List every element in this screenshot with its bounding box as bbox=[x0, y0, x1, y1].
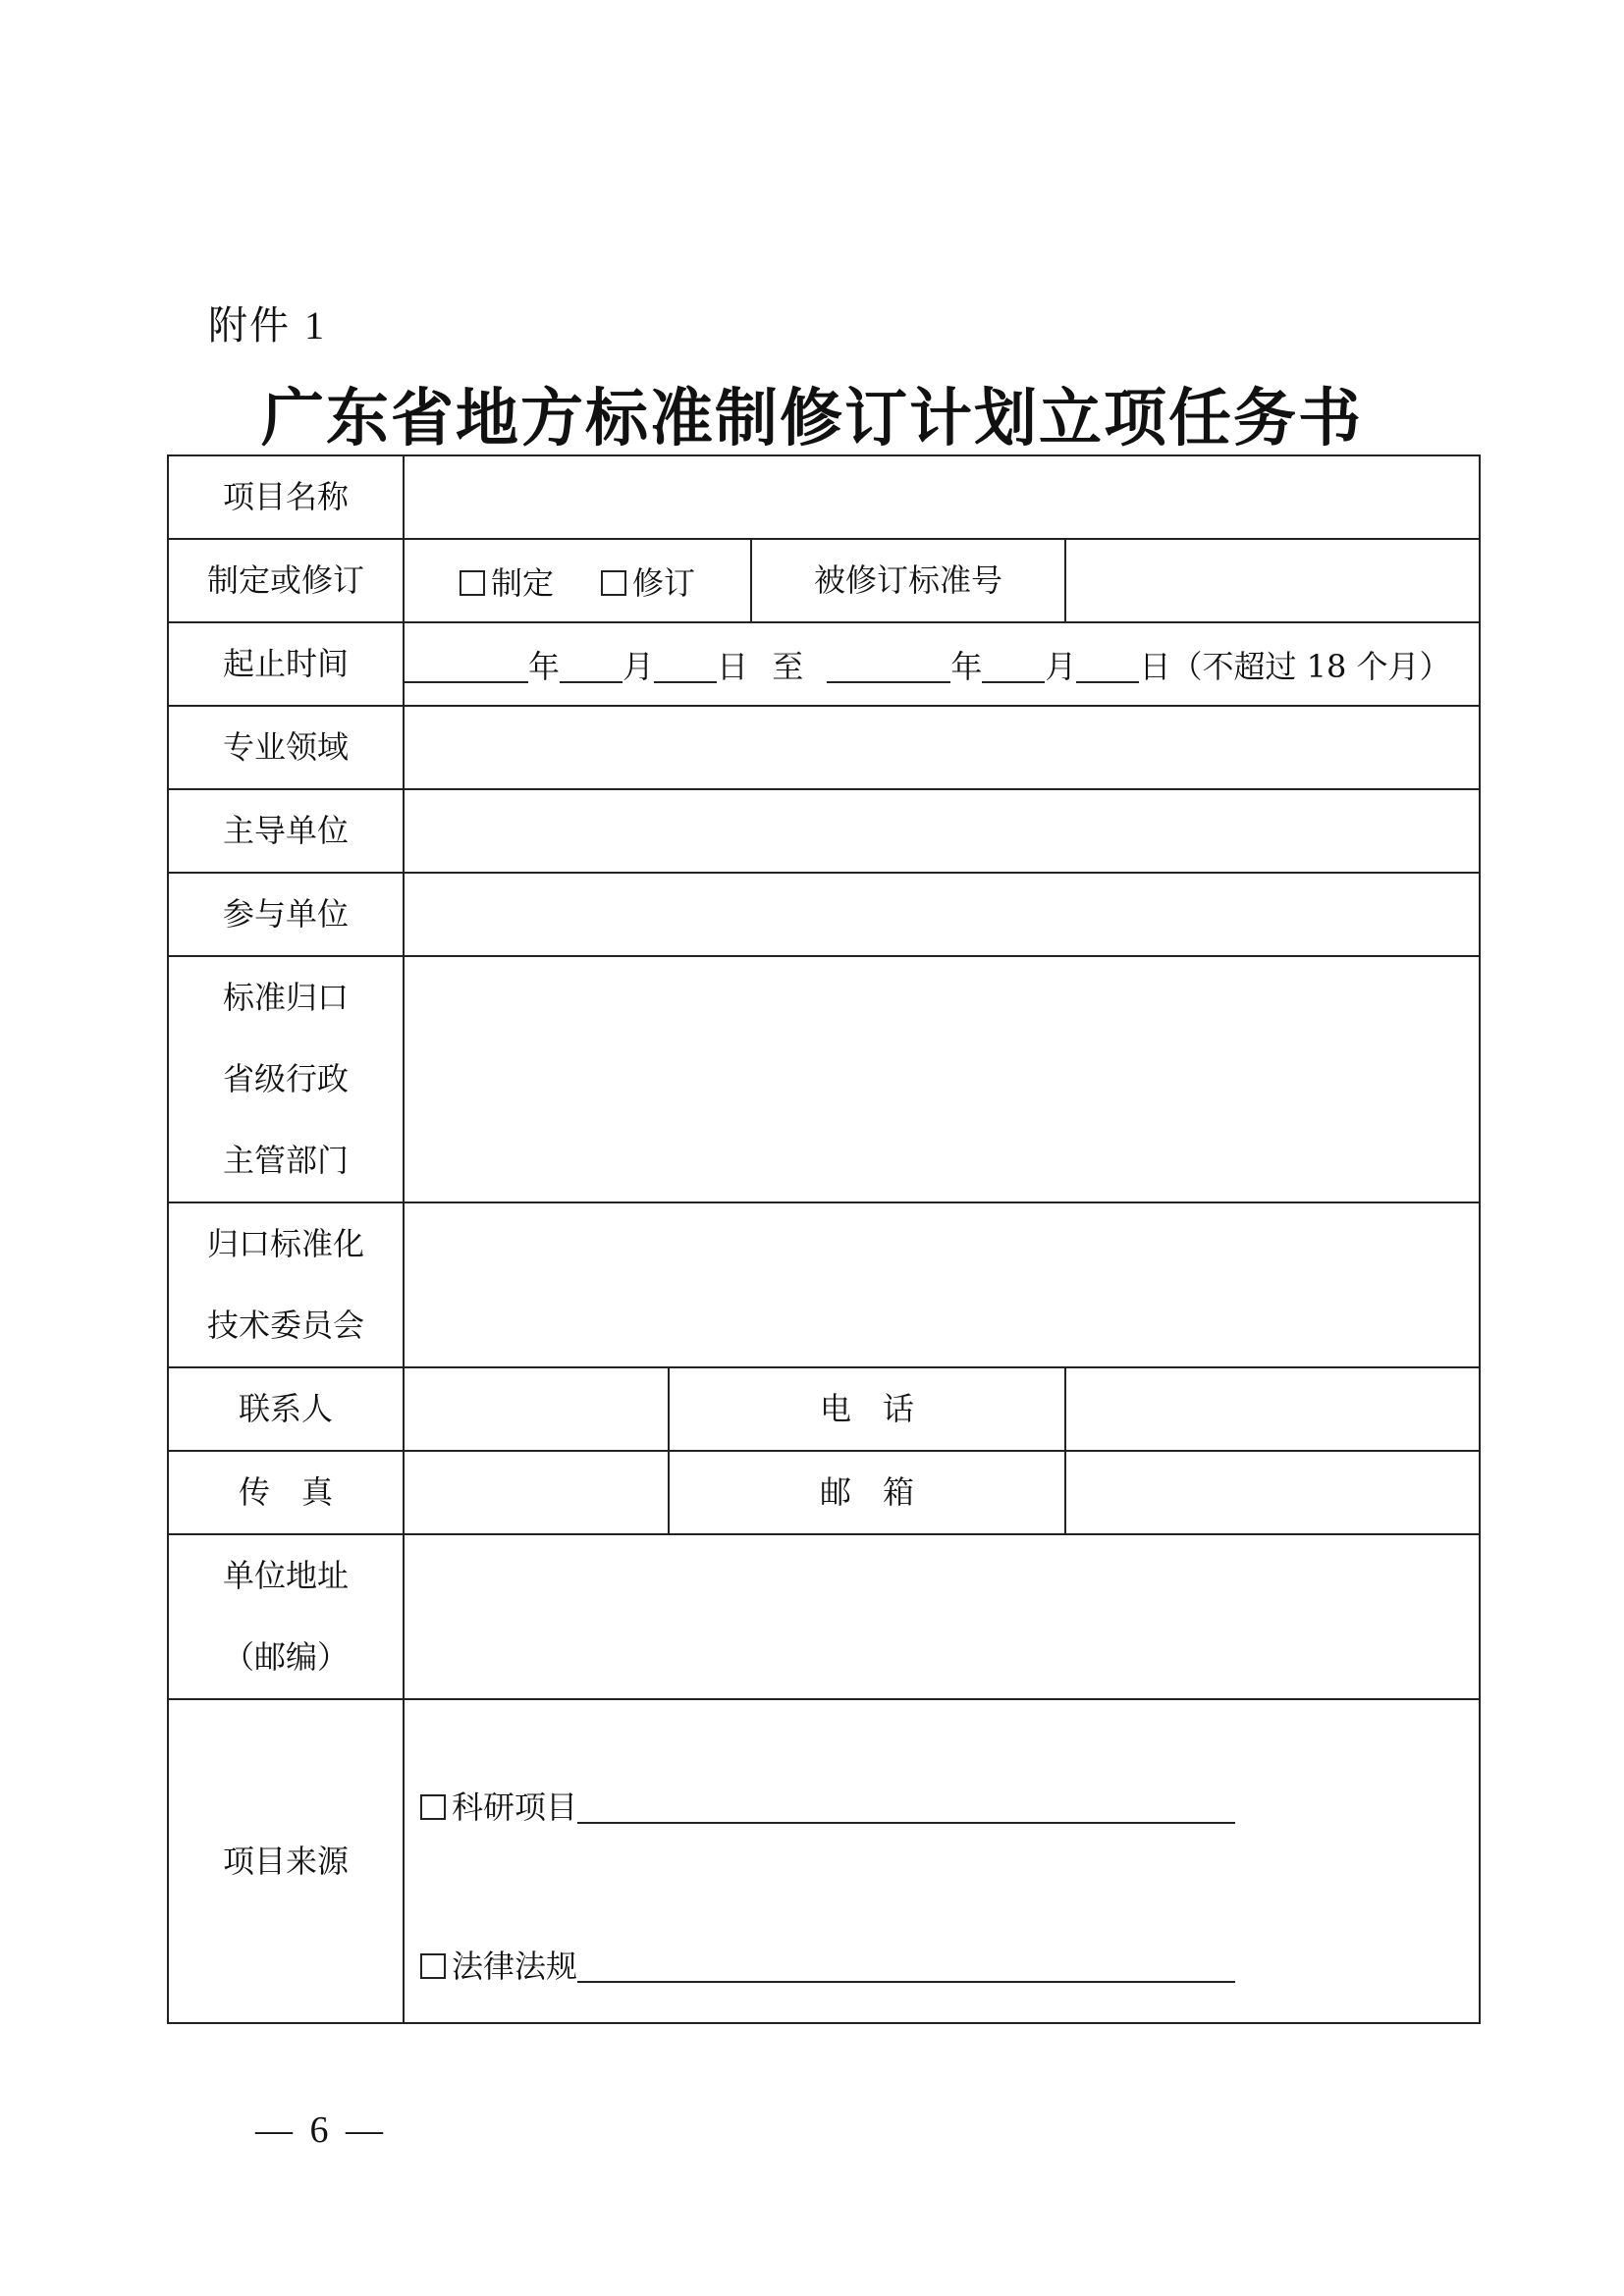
source-label: 项目来源 bbox=[168, 1699, 404, 2023]
authority-line-2: 省级行政 bbox=[222, 1060, 349, 1097]
start-day-text: 日 bbox=[717, 647, 749, 685]
contact-label: 联系人 bbox=[168, 1367, 404, 1451]
row-address bbox=[168, 1534, 1480, 1699]
committee-field[interactable] bbox=[404, 1202, 1480, 1367]
participant-field[interactable] bbox=[404, 873, 1480, 956]
row-contact bbox=[168, 1367, 1480, 1451]
row-authority bbox=[168, 956, 1480, 1202]
start-year-blank[interactable] bbox=[405, 654, 528, 683]
fax-field[interactable] bbox=[404, 1451, 669, 1534]
source-law-item[interactable] bbox=[420, 1942, 1235, 1987]
draft-label: 制定 bbox=[490, 563, 554, 602]
row-type bbox=[168, 539, 1480, 622]
start-year-text: 年 bbox=[528, 647, 561, 685]
row-field bbox=[168, 706, 1480, 789]
start-day-blank[interactable] bbox=[654, 654, 717, 683]
row-committee bbox=[168, 1202, 1480, 1367]
end-year-blank[interactable] bbox=[827, 654, 950, 683]
committee-line-2: 技术委员会 bbox=[206, 1307, 364, 1344]
end-year-text: 年 bbox=[950, 647, 983, 685]
research-blank[interactable] bbox=[577, 1794, 1235, 1824]
row-period bbox=[168, 622, 1480, 706]
lead-unit-field[interactable] bbox=[404, 789, 1480, 873]
project-name-field[interactable] bbox=[404, 455, 1480, 539]
start-month-text: 月 bbox=[623, 647, 655, 685]
project-name-label: 项目名称 bbox=[168, 455, 404, 539]
option-draft[interactable] bbox=[460, 564, 554, 602]
attachment-number: 1 bbox=[304, 303, 326, 347]
start-month-blank[interactable] bbox=[560, 654, 623, 683]
field-label: 专业领域 bbox=[168, 706, 404, 789]
address-label bbox=[168, 1534, 404, 1699]
period-note: （不超过 18 个月） bbox=[1170, 647, 1451, 685]
end-day-text: 日 bbox=[1139, 647, 1171, 685]
row-lead-unit bbox=[168, 789, 1480, 873]
document-title: 广东省地方标准制修订计划立项任务书 bbox=[261, 382, 1363, 455]
address-line-2: （邮编） bbox=[222, 1638, 349, 1676]
period-field[interactable] bbox=[404, 622, 1480, 706]
end-month-blank[interactable] bbox=[982, 654, 1045, 683]
email-field[interactable] bbox=[1065, 1451, 1480, 1534]
source-research-item[interactable] bbox=[420, 1783, 1235, 1828]
to-text: 至 bbox=[772, 647, 804, 685]
type-options bbox=[404, 539, 751, 622]
end-month-text: 月 bbox=[1045, 647, 1077, 685]
phone-field[interactable] bbox=[1065, 1367, 1480, 1451]
authority-label bbox=[168, 956, 404, 1202]
revise-checkbox[interactable] bbox=[601, 570, 626, 596]
address-line-1: 单位地址 bbox=[222, 1557, 349, 1594]
law-label: 法律法规 bbox=[452, 1948, 578, 1985]
page-number: — 6 — bbox=[255, 2109, 387, 2151]
task-form-table bbox=[167, 454, 1481, 2024]
revised-standard-field[interactable] bbox=[1065, 539, 1480, 622]
type-label: 制定或修订 bbox=[168, 539, 404, 622]
revised-standard-label: 被修订标准号 bbox=[751, 539, 1065, 622]
authority-line-1: 标准归口 bbox=[222, 979, 349, 1016]
row-fax bbox=[168, 1451, 1480, 1534]
research-label: 科研项目 bbox=[452, 1789, 578, 1826]
option-revise[interactable] bbox=[601, 564, 695, 602]
draft-checkbox[interactable] bbox=[460, 570, 485, 596]
period-label: 起止时间 bbox=[168, 622, 404, 706]
source-field bbox=[404, 1699, 1480, 2023]
row-participant bbox=[168, 873, 1480, 956]
authority-line-3: 主管部门 bbox=[222, 1142, 349, 1179]
research-checkbox[interactable] bbox=[420, 1794, 446, 1820]
law-blank[interactable] bbox=[577, 1953, 1235, 1983]
revise-label: 修订 bbox=[632, 563, 696, 602]
authority-field[interactable] bbox=[404, 956, 1480, 1202]
field-value[interactable] bbox=[404, 706, 1480, 789]
committee-label bbox=[168, 1202, 404, 1367]
lead-unit-label: 主导单位 bbox=[168, 789, 404, 873]
attachment-text: 附件 bbox=[208, 303, 291, 348]
fax-label: 传 真 bbox=[168, 1451, 404, 1534]
phone-label: 电 话 bbox=[669, 1367, 1065, 1451]
participant-label: 参与单位 bbox=[168, 873, 404, 956]
row-project-name bbox=[168, 455, 1480, 539]
address-field[interactable] bbox=[404, 1534, 1480, 1699]
attachment-label bbox=[208, 294, 326, 350]
end-day-blank[interactable] bbox=[1076, 654, 1139, 683]
committee-line-1: 归口标准化 bbox=[206, 1225, 364, 1262]
contact-field[interactable] bbox=[404, 1367, 669, 1451]
email-label: 邮 箱 bbox=[669, 1451, 1065, 1534]
law-checkbox[interactable] bbox=[420, 1953, 446, 1979]
row-source bbox=[168, 1699, 1480, 2023]
